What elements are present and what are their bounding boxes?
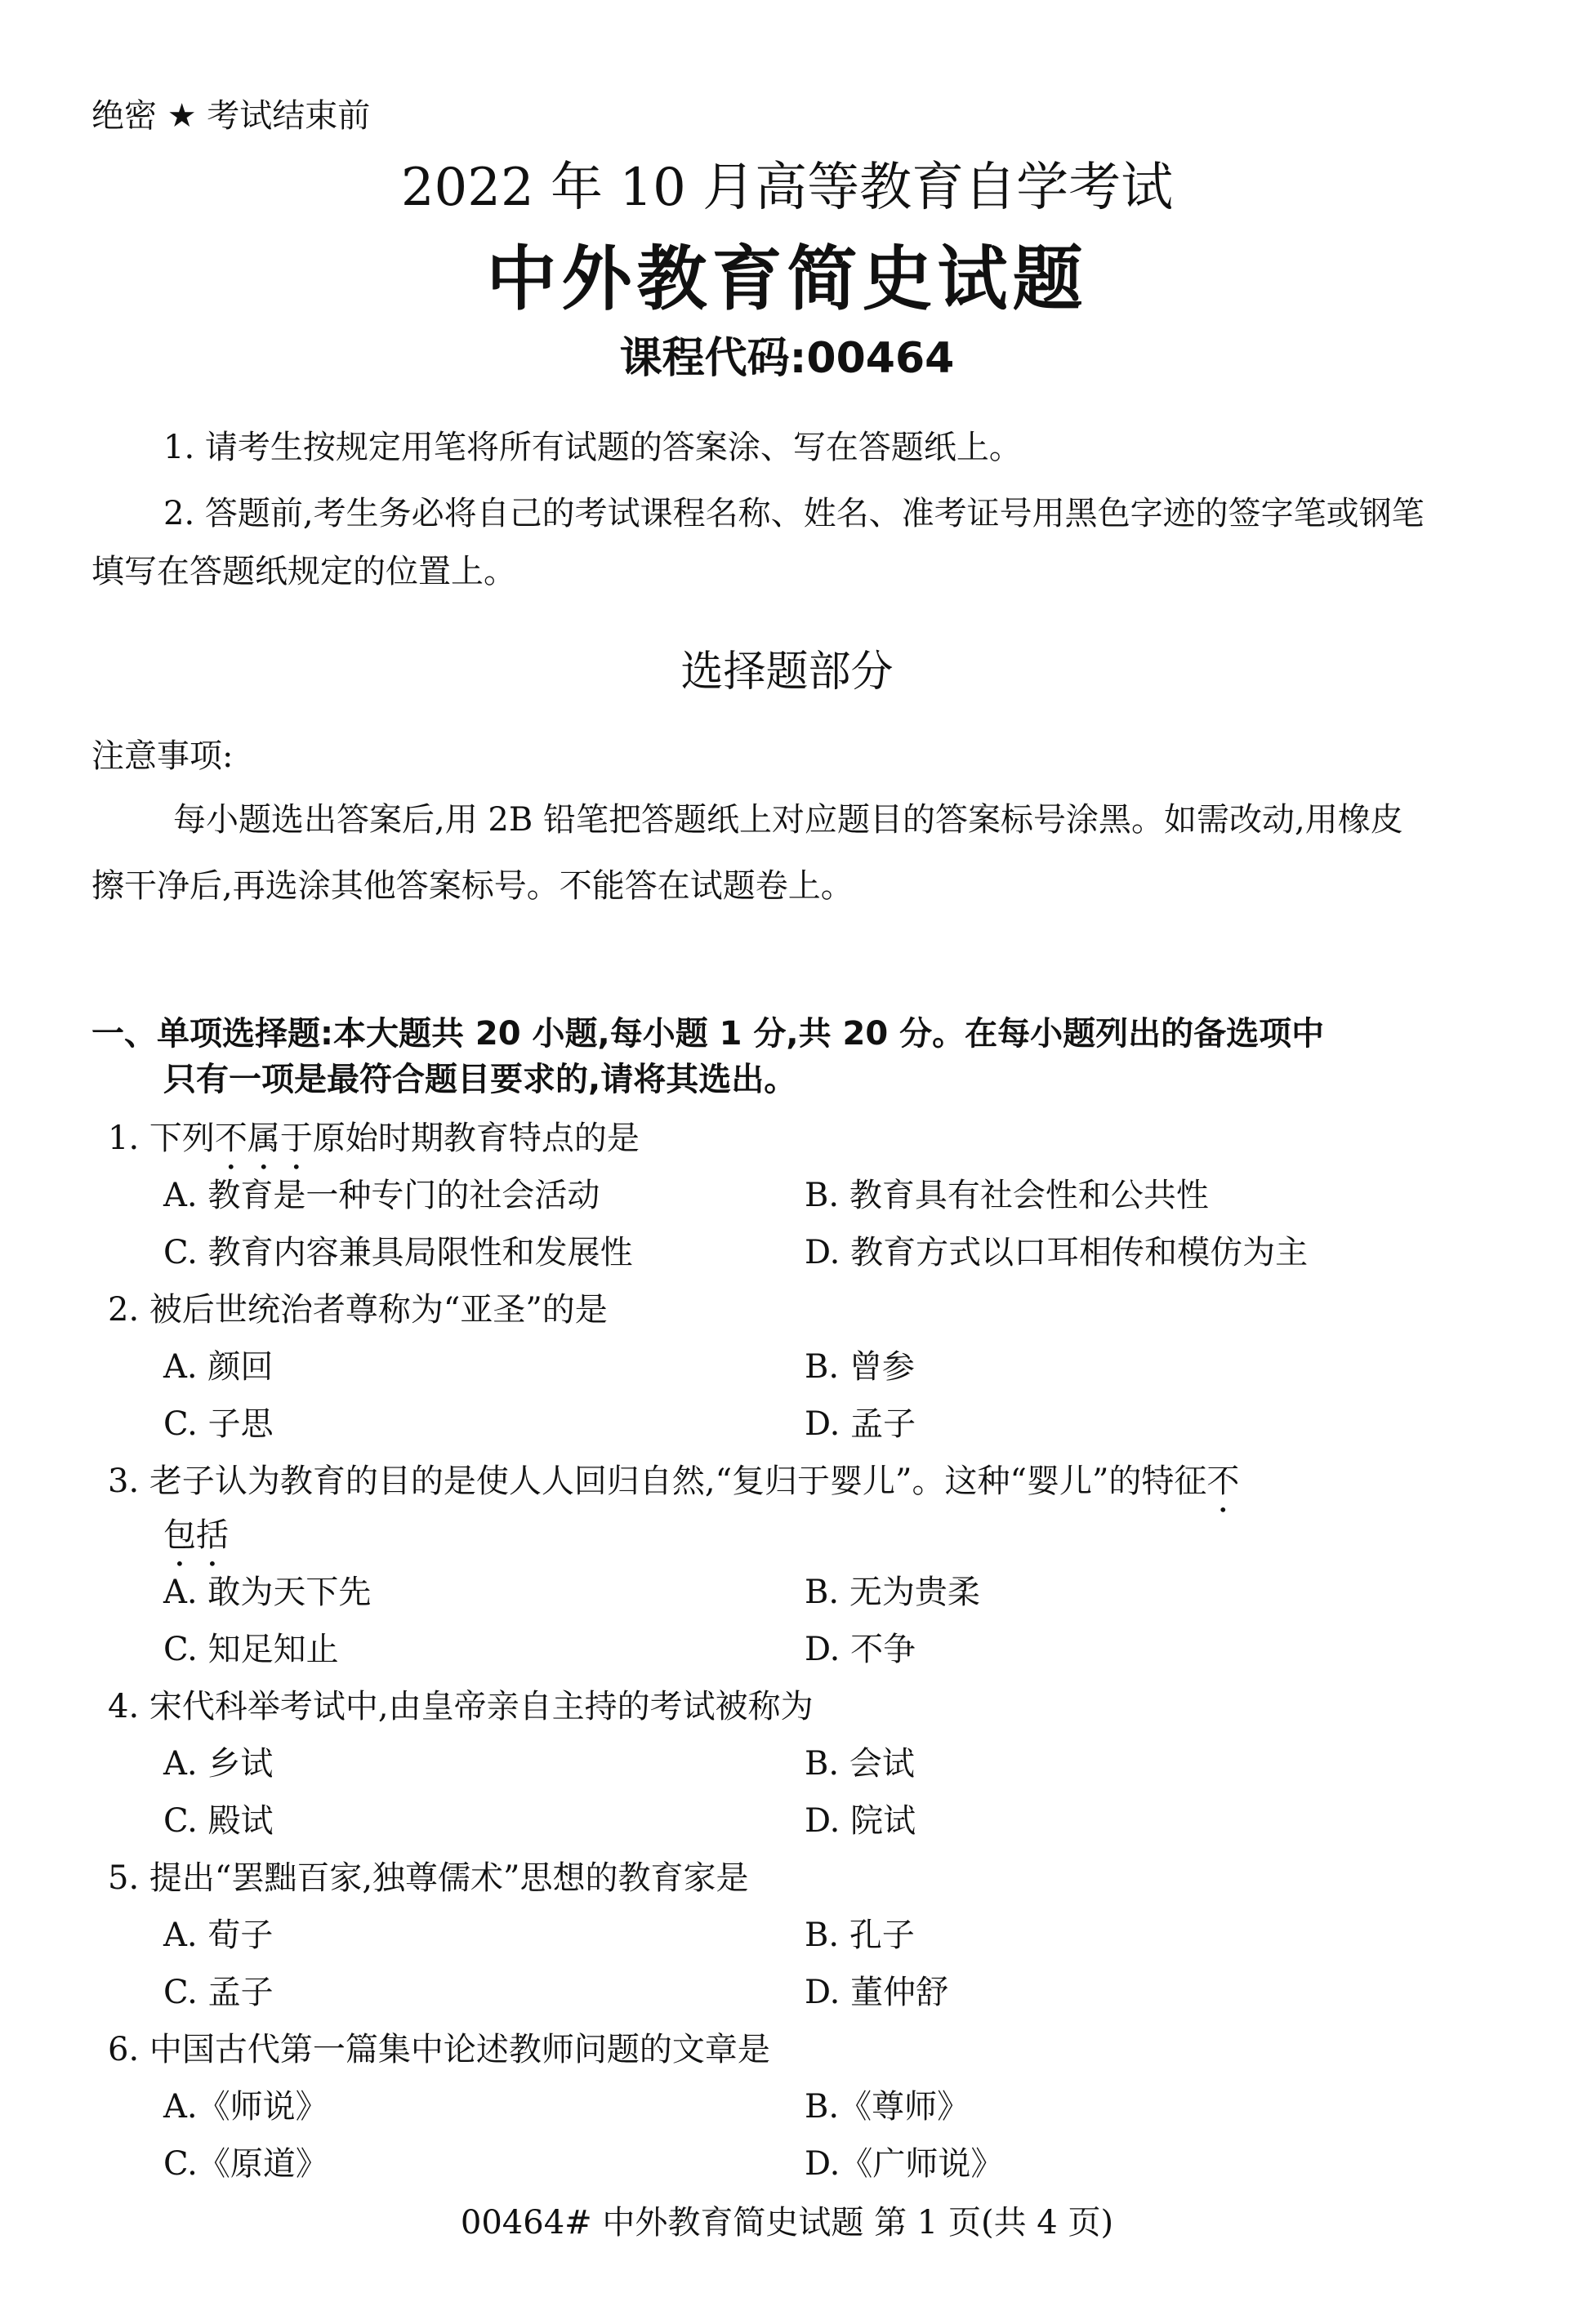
question-4-option-b: B. 会试 [805,1745,915,1783]
question-6-stem: 6. 中国古代第一篇集中论述教师问题的文章是 [108,2031,770,2068]
question-6-option-c: C.《原道》 [163,2145,328,2183]
question-6-option-d: D.《广师说》 [805,2145,1004,2183]
instruction-2-line2: 填写在答题纸规定的位置上。 [91,553,516,590]
instruction-1: 1. 请考生按规定用笔将所有试题的答案涂、写在答题纸上。 [163,429,1022,466]
course-code: 课程代码:00464 [619,334,955,383]
confidential-mark: 绝密 ★ 考试结束前 [91,97,371,135]
question-4-option-a: A. 乡试 [163,1745,274,1783]
question-6-option-a: A.《师说》 [163,2088,328,2126]
question-3-emphasis-line2: 包括 [163,1516,229,1554]
question-3-stem-pre: 3. 老子认为教育的目的是使人人回归自然,“复归于婴儿”。这种“婴儿”的特征 [108,1463,1207,1500]
subject-title: 中外教育简史试题 [486,238,1088,320]
part1-heading-line2: 只有一项是最符合题目要求的,请将其选出。 [163,1061,797,1098]
page-footer: 00464# 中外教育简史试题 第 1 页(共 4 页) [460,2204,1114,2242]
question-1-stem-pre: 1. 下列 [108,1120,215,1157]
question-3-stem-line2 [163,1509,229,1574]
question-5-option-c: C. 孟子 [163,1974,274,2011]
question-3-option-b: B. 无为贵柔 [805,1574,980,1611]
question-2-option-c: C. 子思 [163,1405,274,1443]
question-5-option-a: A. 荀子 [163,1917,274,1954]
question-5-stem: 5. 提出“罢黜百家,独尊儒术”思想的教育家是 [108,1859,749,1897]
question-3-emphasis: 不 [1206,1463,1240,1500]
question-1-stem-post: 原始时期教育特点的是 [312,1120,640,1157]
question-2-stem: 2. 被后世统治者尊称为“亚圣”的是 [108,1291,608,1329]
question-2-option-b: B. 曾参 [805,1348,915,1386]
question-3-option-d: D. 不争 [805,1631,916,1668]
question-5-option-d: D. 董仲舒 [805,1974,949,2011]
exam-title: 2022 年 10 月高等教育自学考试 [400,158,1174,218]
section-title: 选择题部分 [680,648,894,697]
question-2-option-d: D. 孟子 [805,1405,916,1443]
question-3-stem [108,1455,1239,1520]
question-1-option-d: D. 教育方式以口耳相传和模仿为主 [805,1234,1309,1271]
question-4-option-c: C. 殿试 [163,1802,274,1840]
notice-line2: 擦干净后,再选涂其他答案标号。不能答在试题卷上。 [91,867,854,905]
question-1-stem [108,1112,640,1177]
question-1-option-a: A. 教育是一种专门的社会活动 [163,1177,600,1214]
question-4-option-d: D. 院试 [805,1802,916,1840]
question-6-option-b: B.《尊师》 [805,2088,970,2126]
question-1-emphasis: 不属于 [214,1120,313,1157]
question-4-stem: 4. 宋代科举考试中,由皇帝亲自主持的考试被称为 [108,1688,814,1725]
part1-heading-line1: 一、单项选择题:本大题共 20 小题,每小题 1 分,共 20 分。在每小题列出的备选项中 [91,1015,1325,1053]
question-1-option-c: C. 教育内容兼具局限性和发展性 [163,1234,633,1271]
question-2-option-a: A. 颜回 [163,1348,274,1386]
question-3-option-c: C. 知足知止 [163,1631,339,1668]
instruction-2-line1: 2. 答题前,考生务必将自己的考试课程名称、姓名、准考证号用黑色字迹的签字笔或钢笔 [163,495,1425,532]
question-1-option-b: B. 教育具有社会性和公共性 [805,1177,1209,1214]
question-5-option-b: B. 孔子 [805,1917,915,1954]
notice-line1: 每小题选出答案后,用 2B 铅笔把答题纸上对应题目的答案标号涂黑。如需改动,用橡皮 [173,801,1403,839]
notice-title: 注意事项: [91,737,234,775]
question-3-option-a: A. 敢为天下先 [163,1574,372,1611]
